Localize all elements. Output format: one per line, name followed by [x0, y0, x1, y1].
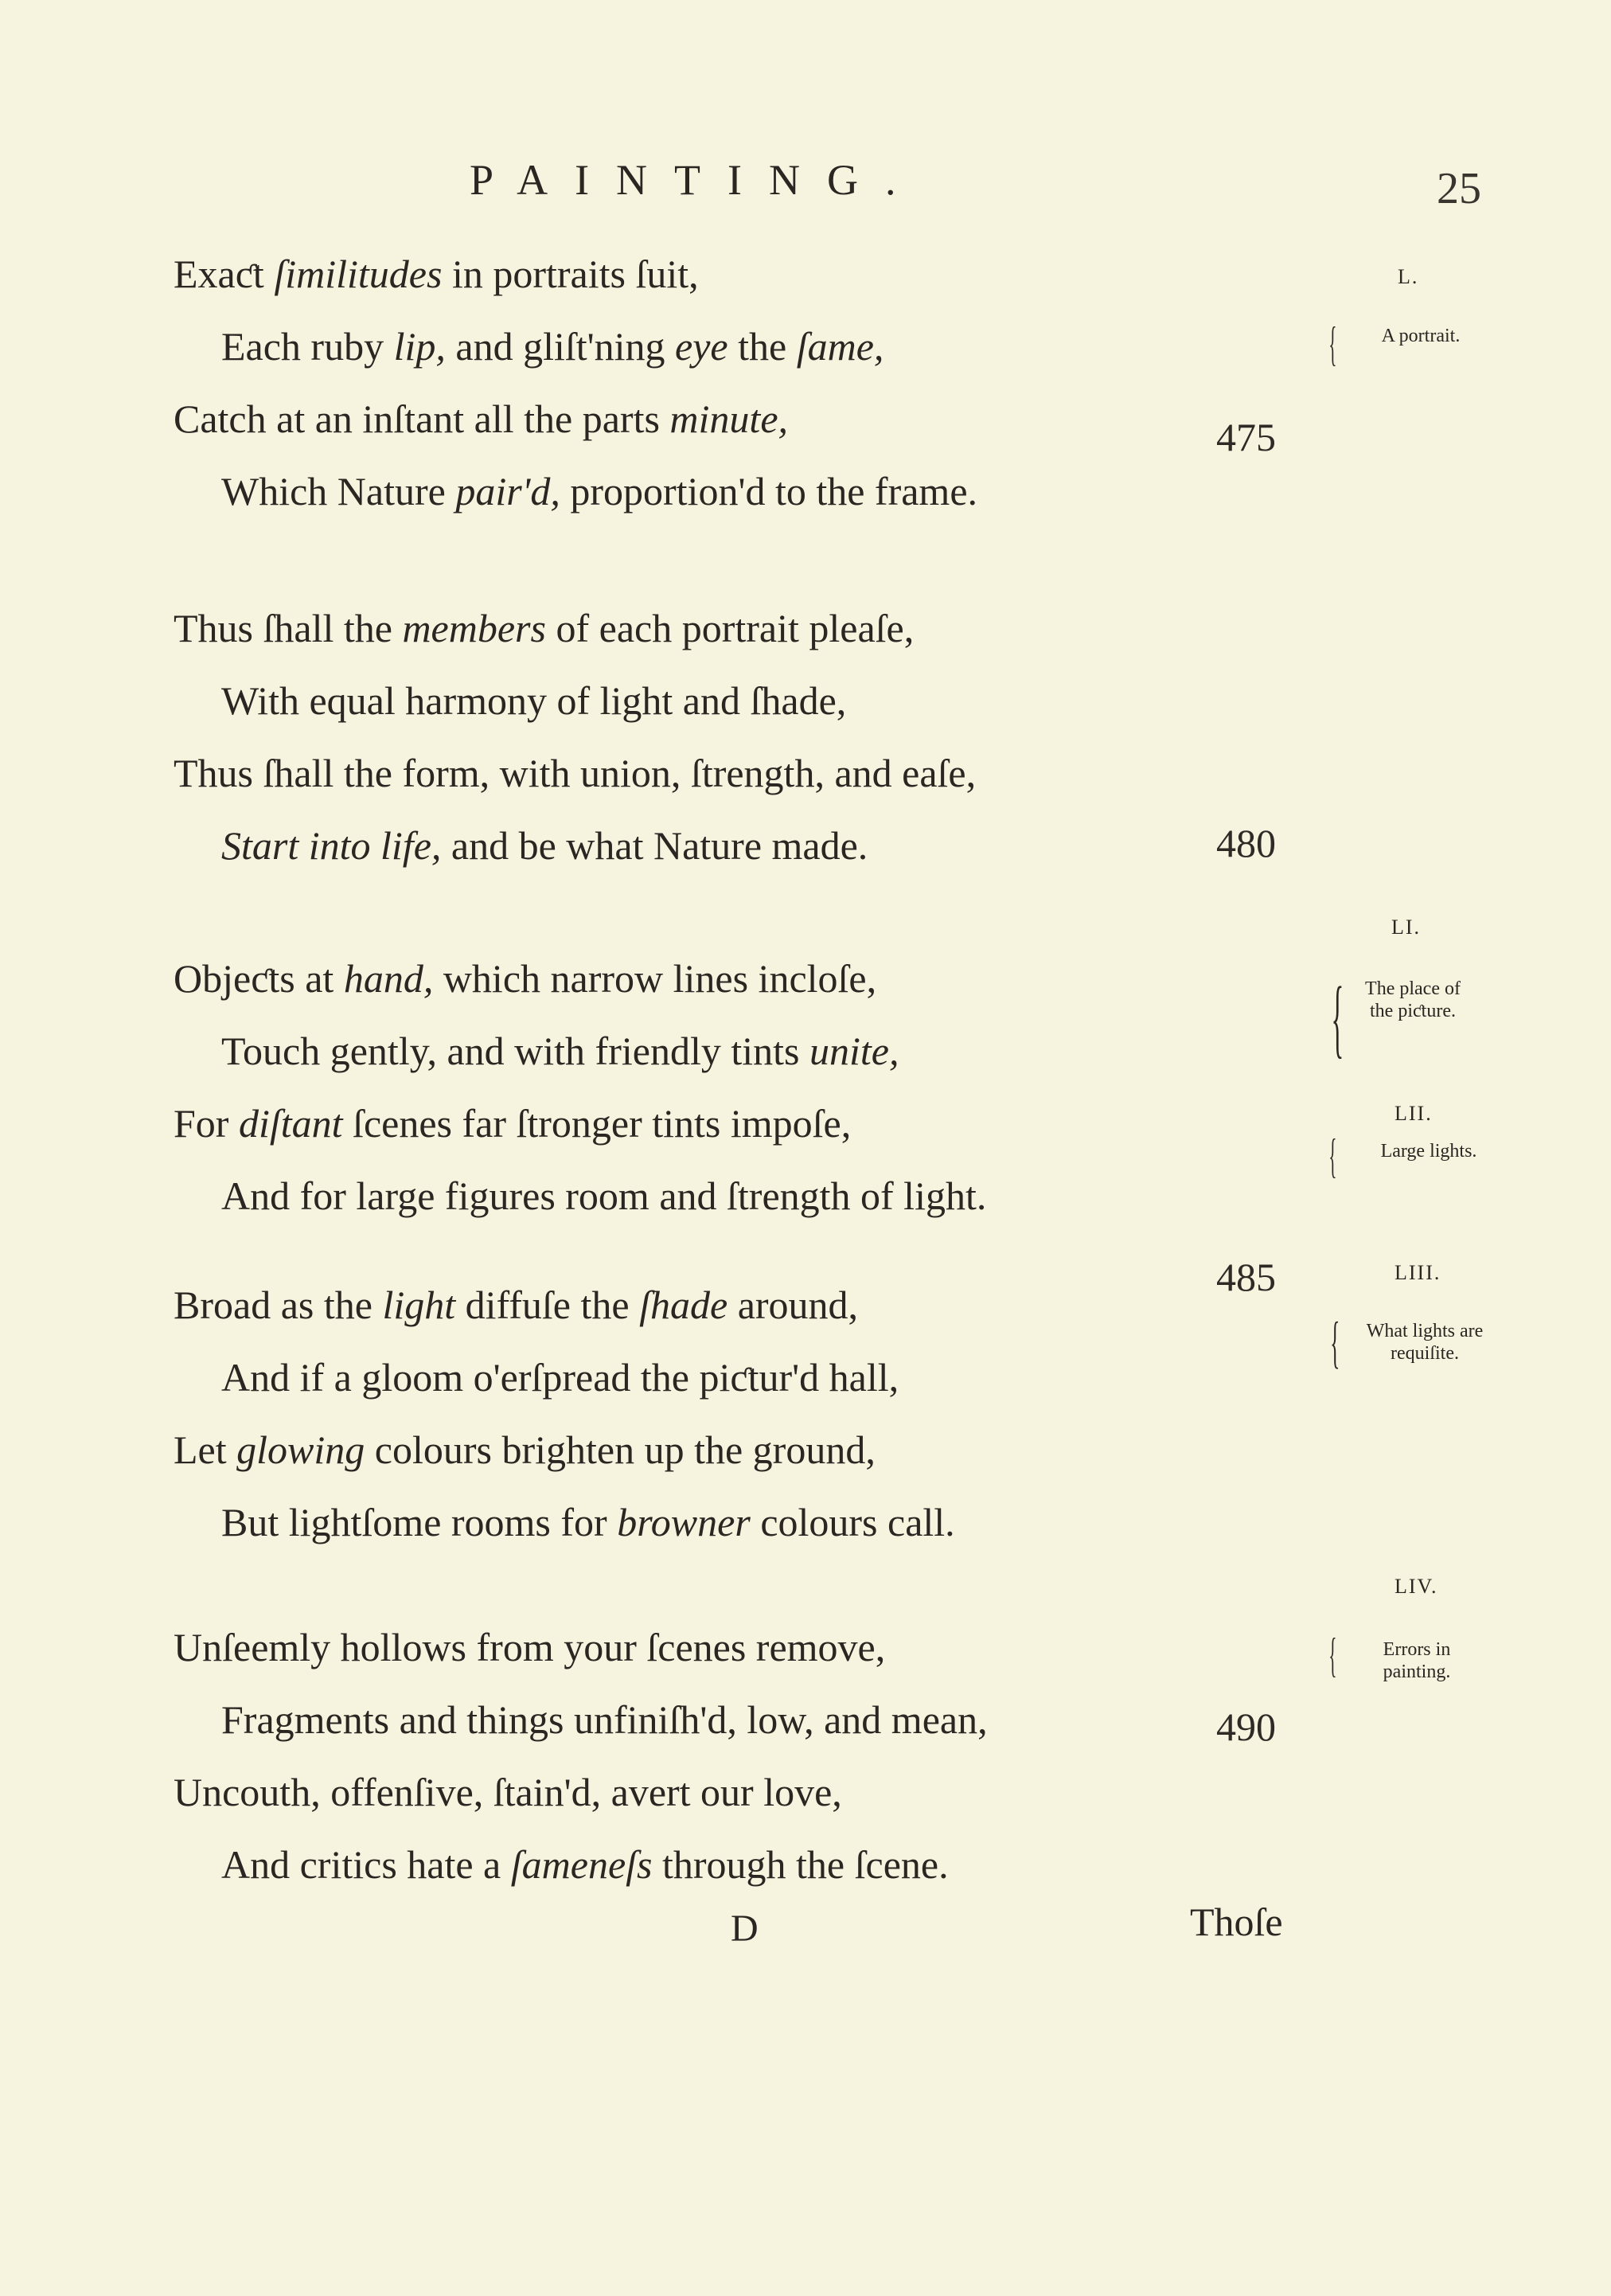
- margin-note-l: A portrait.: [1381, 326, 1461, 346]
- verse-text: of each portrait pleaſe,: [545, 606, 915, 650]
- verse-text: With equal harmony of light and ſhade,: [221, 678, 847, 723]
- verse-line: [221, 1697, 988, 1743]
- margin-note-liv: Errors in painting.: [1383, 1639, 1451, 1682]
- verse-text: And for large figures room and ſtrength of light.: [221, 1173, 987, 1218]
- verse-text: through the ſcene.: [652, 1842, 949, 1887]
- italic-word: browner: [617, 1500, 751, 1544]
- italic-word: minute,: [669, 396, 789, 441]
- brace-l: {: [1328, 318, 1337, 370]
- italic-word: light: [382, 1283, 456, 1327]
- line-number-475: 475: [1216, 415, 1276, 459]
- line-number-485: 485: [1216, 1255, 1276, 1299]
- verse-line: [174, 1427, 876, 1473]
- verse-line: [221, 1354, 899, 1400]
- verse-text: proportion'd to the frame.: [560, 469, 978, 513]
- italic-word: pair'd,: [455, 469, 560, 513]
- verse-line: [174, 396, 788, 442]
- italic-word: ſhade: [639, 1283, 728, 1327]
- verse-line: [221, 1841, 949, 1888]
- italic-word: ſame,: [796, 324, 884, 369]
- margin-note-lii: Large lights.: [1380, 1141, 1477, 1162]
- italic-word: lip,: [393, 324, 446, 369]
- verse-text: ſcenes far ſtronger tints impoſe,: [342, 1101, 852, 1146]
- italic-word: Start into life,: [221, 823, 442, 868]
- verse-text: and be what Nature made.: [441, 823, 868, 868]
- page-number: 25: [1437, 164, 1481, 213]
- verse-text: Fragments and things unfiniſh'd, low, and mean,: [221, 1697, 988, 1742]
- verse-text: colours brighten up the ground,: [365, 1427, 876, 1472]
- verse-line: [174, 605, 914, 651]
- verse-text: And if a gloom o'erſpread the piƈtur'd hall,: [221, 1355, 899, 1400]
- italic-word: ſimilitudes: [274, 252, 443, 296]
- verse-text: Each ruby: [221, 324, 394, 369]
- verse-text: Exaƈt: [174, 252, 275, 296]
- verse-line: [174, 750, 976, 796]
- italic-word: ſameneſs: [510, 1842, 653, 1887]
- verse-text: around,: [727, 1283, 859, 1327]
- italic-word: unite,: [809, 1029, 899, 1073]
- section-number-liv: LIV.: [1395, 1575, 1438, 1598]
- margin-note-liii: What lights are requiſite.: [1366, 1321, 1484, 1364]
- italic-word: hand,: [343, 956, 434, 1001]
- verse-text: and gliſt'ning: [445, 324, 676, 369]
- verse-line: [221, 1499, 955, 1545]
- verse-line: [174, 1769, 842, 1815]
- running-head: PAINTING.: [470, 156, 923, 204]
- verse-text: And critics hate a: [221, 1842, 511, 1887]
- verse-text: But lightſome rooms for: [221, 1500, 618, 1544]
- italic-word: glowing: [236, 1427, 365, 1472]
- verse-text: Touch gently, and with friendly tints: [221, 1029, 809, 1073]
- verse-text: Unſeemly hollows from your ſcenes remove,: [174, 1625, 886, 1669]
- verse-text: diffuſe the: [455, 1283, 640, 1327]
- italic-word: diſtant: [238, 1101, 343, 1146]
- italic-word: eye: [675, 324, 728, 369]
- verse-line: [221, 822, 868, 869]
- verse-text: Thus ſhall the: [174, 606, 403, 650]
- verse-line: [174, 1282, 858, 1328]
- verse-line: [221, 677, 846, 724]
- verse-text: colours call.: [750, 1500, 955, 1544]
- verse-line: [221, 1173, 986, 1219]
- brace-li: {: [1331, 969, 1344, 1066]
- verse-line: [221, 1028, 899, 1074]
- brace-liii: {: [1330, 1310, 1340, 1374]
- brace-lii: {: [1328, 1130, 1337, 1182]
- section-number-liii: LIII.: [1395, 1261, 1441, 1284]
- verse-text: in portraits ſuit,: [442, 252, 699, 296]
- verse-text: Broad as the: [174, 1283, 383, 1327]
- margin-note-li: The place of the piƈture.: [1365, 978, 1461, 1021]
- verse-text: Uncouth, offenſive, ſtain'd, avert our love,: [174, 1770, 842, 1814]
- catchword: Thoſe: [1190, 1900, 1283, 1944]
- section-number-lii: LII.: [1395, 1102, 1433, 1125]
- section-number-l: L.: [1398, 265, 1419, 288]
- verse-text: Let: [174, 1427, 237, 1472]
- verse-line: [221, 468, 977, 514]
- line-number-490: 490: [1216, 1704, 1276, 1749]
- brace-liv: {: [1328, 1629, 1337, 1681]
- verse-text: Objeƈts at: [174, 956, 344, 1001]
- verse-line: [174, 1624, 885, 1670]
- signature-mark: D: [731, 1907, 759, 1950]
- verse-text: For: [174, 1101, 239, 1146]
- verse-line: [174, 1100, 851, 1146]
- verse-text: Thus ſhall the form, with union, ſtrength, and eaſe,: [174, 751, 977, 795]
- verse-line: [174, 955, 876, 1002]
- line-number-480: 480: [1216, 821, 1276, 865]
- verse-text: Catch at an inſtant all the parts: [174, 396, 670, 441]
- verse-text: which narrow lines incloſe,: [433, 956, 877, 1001]
- verse-text: Which Nature: [221, 469, 456, 513]
- verse-line: [174, 251, 699, 297]
- verse-text: the: [727, 324, 797, 369]
- section-number-li: LI.: [1391, 916, 1422, 939]
- italic-word: members: [402, 606, 546, 650]
- verse-line: [221, 323, 884, 369]
